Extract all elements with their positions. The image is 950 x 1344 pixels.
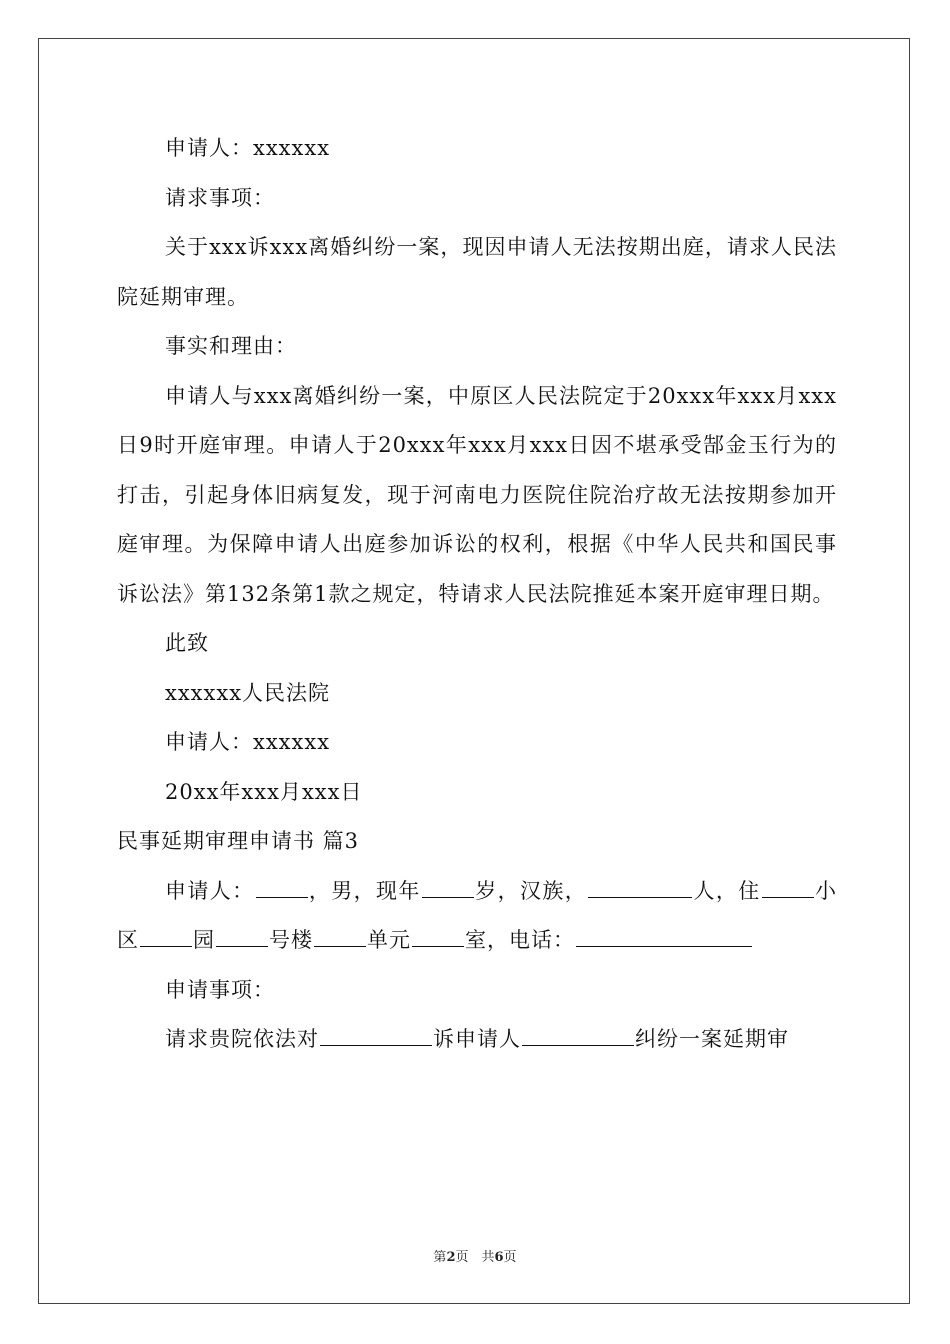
building-text: 号楼 [269, 928, 313, 952]
applicant-signature: 申请人：xxxxxx [165, 730, 331, 754]
request-text-part2: 诉申请人 [433, 1027, 521, 1051]
room-blank[interactable] [412, 924, 464, 947]
name-blank[interactable] [256, 875, 308, 898]
request-heading-2: 申请事项： [165, 977, 275, 1002]
facts-heading: 事实和理由： [165, 334, 297, 358]
section-title: 民事延期审理申请书 篇3 [117, 829, 360, 853]
request-heading: 请求事项： [165, 185, 275, 210]
age-blank[interactable] [422, 875, 474, 898]
footer-prefix: 第 [433, 1250, 447, 1265]
address-blank[interactable] [762, 875, 814, 898]
facts-paragraph: 申请人与xxx离婚纠纷一案，中原区人民法院定于20xxx年xxx月xxx日9时开庭审理。申请人于20xxx年xxx月xxx日因不堪承受郜金玉行为的打击，引起身体旧病复发，现于河南电力医院住院治疗故无法按期参加开庭审理。为保障申请人出庭参加诉讼的权利，根据《中华人民共和国民事诉讼法》第132条第1款之规定，特请求人民法院推延本案开庭审理日期。 [117, 383, 837, 606]
request-paragraph: 关于xxx诉xxx离婚纠纷一案，现因申请人无法按期出庭，请求人民法院延期审理。 [117, 235, 837, 309]
footer-middle: 页 共 [455, 1250, 495, 1265]
document-date: 20xx年xxx月xxx日 [165, 779, 363, 804]
garden-blank[interactable] [140, 924, 192, 947]
request-text-part1: 请求贵院依法对 [165, 1027, 319, 1051]
dispute-type-blank[interactable] [522, 1023, 634, 1046]
total-page-count: 6 [494, 1250, 504, 1265]
current-page-number: 2 [446, 1250, 456, 1265]
document-body [117, 124, 837, 1065]
residence-text: 人，住 [693, 878, 761, 903]
request-paragraph-2 [117, 1015, 837, 1065]
building-blank[interactable] [216, 924, 268, 947]
applicant-label: 申请人： [165, 878, 255, 903]
gender-text: ，男，现年 [308, 878, 421, 903]
plaintiff-blank[interactable] [320, 1023, 432, 1046]
applicant-line: 申请人：xxxxxx [165, 136, 331, 160]
court-name: xxxxxx人民法院 [165, 680, 331, 705]
salutation: 此致 [165, 631, 209, 655]
room-text: 室，电话： [465, 928, 575, 952]
page-footer [0, 1246, 950, 1265]
hometown-blank[interactable] [588, 875, 692, 898]
footer-suffix: 页 [503, 1250, 517, 1265]
unit-text: 单元 [367, 928, 411, 952]
garden-text: 园 [193, 928, 215, 952]
form-paragraph [117, 867, 837, 966]
community-text: 小区 [117, 878, 838, 952]
unit-blank[interactable] [314, 924, 366, 947]
phone-blank[interactable] [576, 924, 752, 947]
age-suffix: 岁，汉族， [474, 878, 588, 903]
request-text-part3: 纠纷一案延期审 [635, 1027, 789, 1051]
